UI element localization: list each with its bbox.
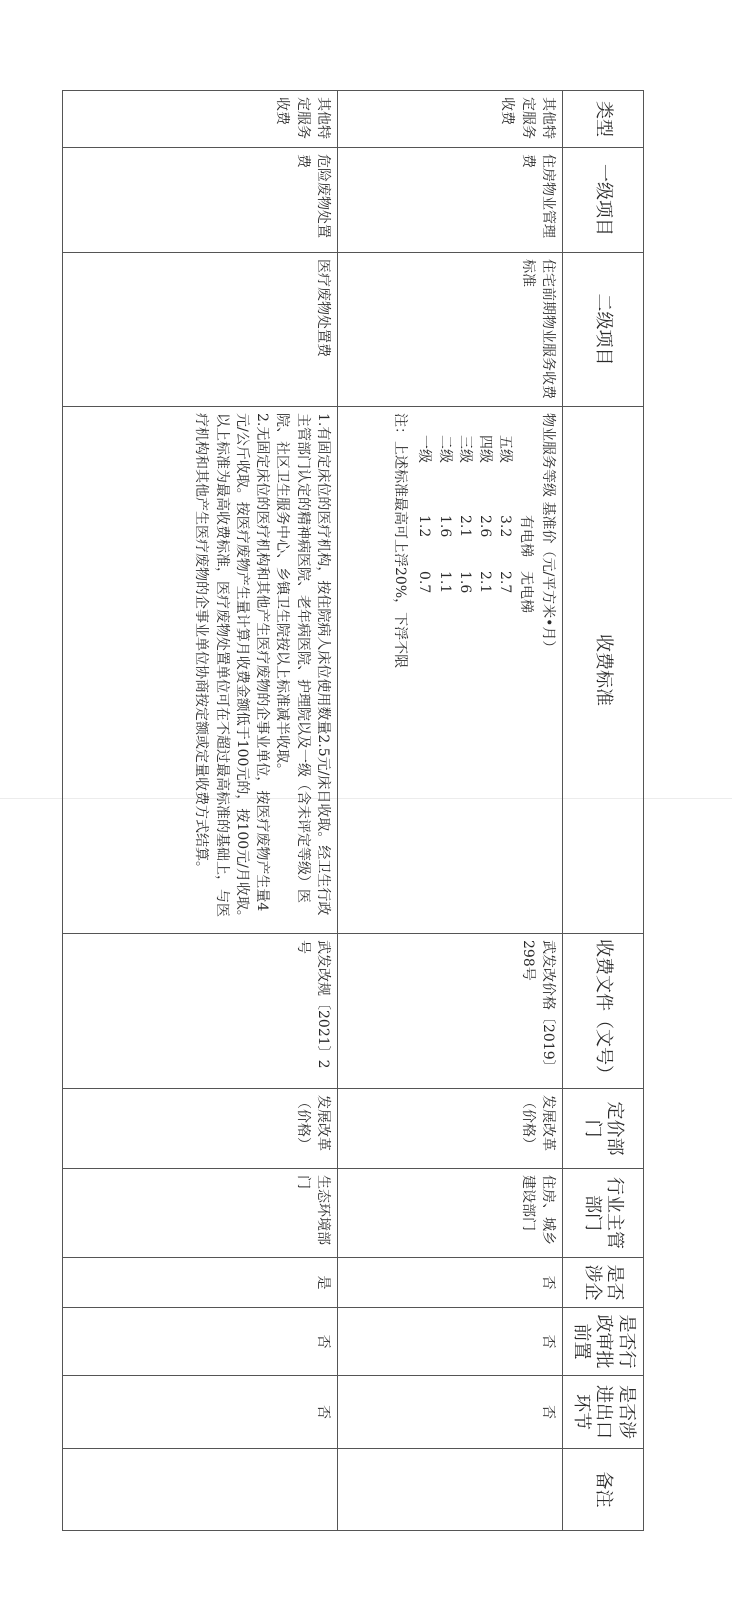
- grade-no-elevator-price: 2.7: [497, 571, 514, 594]
- header-pricing-dept: 定价部门: [563, 1089, 644, 1169]
- grade-row: [414, 421, 434, 627]
- header-admin-approval: 是否行政审批前置: [563, 1308, 644, 1376]
- medical-standard-paragraph-3: 以上标准为最高收费标准，医疗废物处置单位可在不超过最高标准的基础上，与医疗机构和其他产生医疗废物的企事业单位协商按定额或定量收费方式结算。: [193, 413, 230, 917]
- row1-standard: [338, 407, 563, 934]
- row1-admin-approval: 否: [338, 1308, 563, 1376]
- header-document: 收费文件（文号）: [563, 934, 644, 1089]
- grade-name: 一级: [416, 435, 433, 463]
- row1-level2: 住宅前期物业服务收费标准: [338, 253, 563, 407]
- grade-elevator-price: 2.1: [456, 515, 473, 538]
- fee-standards-table: [62, 90, 644, 1531]
- row2-type: 其他特定服务收费: [63, 91, 338, 148]
- grade-row: [455, 421, 475, 627]
- property-standard-title: 物业服务等级 基准价（元/平方米•月）: [540, 413, 556, 655]
- row1-document: 武发改价格〔2019〕298号: [338, 934, 563, 1089]
- grade-no-elevator-price: 2.1: [477, 571, 494, 594]
- grade-name: 三级: [456, 435, 473, 463]
- table-row-medical-waste: [63, 91, 338, 1531]
- grade-elevator-price: 1.6: [436, 515, 453, 538]
- property-grade-table: [414, 421, 536, 627]
- header-import-export: 是否涉进出口环节: [563, 1376, 644, 1449]
- grade-no-elevator-price: 0.7: [416, 571, 433, 594]
- header-level1: 一级项目: [563, 148, 644, 253]
- row2-level2: 医疗废物处置费: [63, 253, 338, 407]
- grade-elevator-price: 3.2: [497, 515, 514, 538]
- row2-involves-enterprise: 是: [63, 1258, 338, 1308]
- grade-no-elevator-price: 1.6: [456, 571, 473, 594]
- grade-elevator-price: 1.2: [416, 515, 433, 538]
- grade-name: 四级: [477, 435, 494, 463]
- property-standard-note: 注：上述标准最高可上浮20%，下浮不限: [391, 413, 408, 669]
- grade-no-elevator-price: 1.1: [436, 571, 453, 594]
- row1-remarks: [338, 1449, 563, 1531]
- row2-level1: 危险废物处置费: [63, 148, 338, 253]
- grade-row: [495, 421, 515, 627]
- grade-name: 五级: [497, 435, 514, 463]
- grade-row: [434, 421, 454, 627]
- grade-row: [475, 421, 495, 627]
- medical-standard-paragraph-1: 1.有固定床位的医疗机构，按住院病人床位使用数量2.5元/床日收取。经卫生行政主管部门认定的精神病医院、老年病医院、护理院以及一级（含未评定等级）医院、社区卫生服务中心、乡镇卫生院按以上标准减半收取。: [274, 413, 331, 916]
- subhead-no-elevator: 无电梯: [517, 571, 534, 613]
- header-involves-enterprise: 是否涉企: [563, 1258, 644, 1308]
- row2-document: 武发改规〔2021〕2号: [63, 934, 338, 1089]
- medical-standard-paragraph-2: 2.无固定床位的医疗机构和其他产生医疗废物的企事业单位，按医疗废物产生量4元/公斤收取。按医疗废物产生量计算月收费金额低于100元的，按100元/月收取。: [233, 413, 271, 924]
- grade-subhead: [515, 421, 535, 627]
- subhead-elevator: 有电梯: [517, 515, 534, 557]
- grade-elevator-price: 2.6: [477, 515, 494, 538]
- row1-involves-enterprise: 否: [338, 1258, 563, 1308]
- header-level2: 二级项目: [563, 253, 644, 407]
- row2-admin-approval: 否: [63, 1308, 338, 1376]
- row2-import-export: 否: [63, 1376, 338, 1449]
- row1-pricing-dept: 发展改革（价格）: [338, 1089, 563, 1169]
- row1-industry-dept: 住房、城乡建设部门: [338, 1169, 563, 1258]
- header-industry-dept: 行业主管部门: [563, 1169, 644, 1258]
- row2-remarks: [63, 1449, 338, 1531]
- row2-standard: [63, 407, 338, 934]
- row1-type: 其他特定服务收费: [338, 91, 563, 148]
- table-row-property: [338, 91, 563, 1531]
- header-standard: 收费标准: [563, 407, 644, 934]
- row1-level1: 住房物业管理费: [338, 148, 563, 253]
- grade-name: 二级: [436, 435, 453, 463]
- row1-import-export: 否: [338, 1376, 563, 1449]
- header-row: [563, 91, 644, 1531]
- header-type: 类型: [563, 91, 644, 148]
- row2-industry-dept: 生态环境部门: [63, 1169, 338, 1258]
- header-remarks: 备注: [563, 1449, 644, 1531]
- row2-pricing-dept: 发展改革（价格）: [63, 1089, 338, 1169]
